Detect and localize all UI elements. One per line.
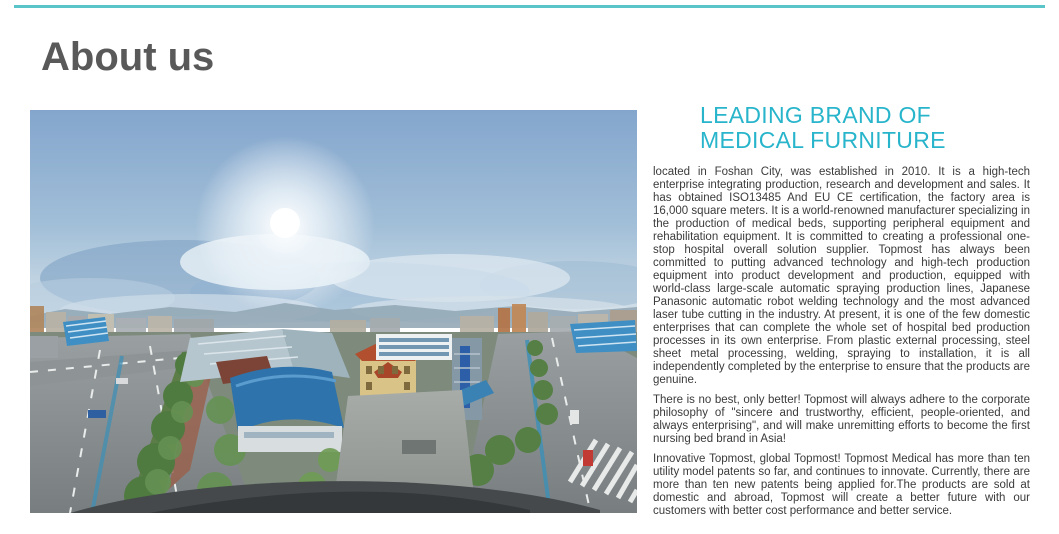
panorama-graphic — [30, 110, 637, 513]
section-heading-line2: MEDICAL FURNITURE — [700, 126, 946, 153]
section-heading — [653, 103, 1030, 152]
section-heading-line1: LEADING BRAND OF — [700, 102, 932, 128]
about-text-column — [653, 103, 1030, 525]
top-divider — [14, 5, 1045, 8]
about-paragraph-3: Innovative Topmost, global Topmost! Topmost Medical has more than ten utility model patents so far, and continues to innovate. Currently, there are more than ten new patents being applied for.The products are sold at domestic and abroad, Topmost will create a better future with our customers with better cost performance and better service. — [653, 453, 1030, 517]
factory-panorama-image — [30, 110, 637, 513]
about-paragraph-2: There is no best, only better! Topmost will always adhere to the corporate philosophy of "sincere and trustworthy, efficient, people-oriented, and always enterprising", and will make unremitting efforts to become the first nursing bed brand in Asia! — [653, 394, 1030, 445]
page-title: About us — [41, 35, 215, 79]
about-paragraph-1: located in Foshan City, was established in 2010. It is a high-tech enterprise integrating production, research and development and sales. It has obtained ISO13485 And EU CE certification, the factory area is 16,000 square meters. It is a world-renowned manufacturer specializing in the production of medical beds, supporting peripheral equipment and rehabilitation equipment. It is committed to creating a professional one-stop hospital overall solution supplier. Topmost has always been committed to putting advanced technology and high-tech production equipment into product development and production, equipped with world-class large-scale automatic spraying production lines, Japanese Panasonic automatic robot welding technology and the most advanced laser tube cutting in the industry. At present, it is one of the few domestic enterprises that can complete the whole set of hospital bed production processes in its own enterprise. From plastic external processing, steel sheet metal processing, welding, spraying to installation, it is all independently completed by the enterprise to ensure that the products are genuine. — [653, 166, 1030, 386]
